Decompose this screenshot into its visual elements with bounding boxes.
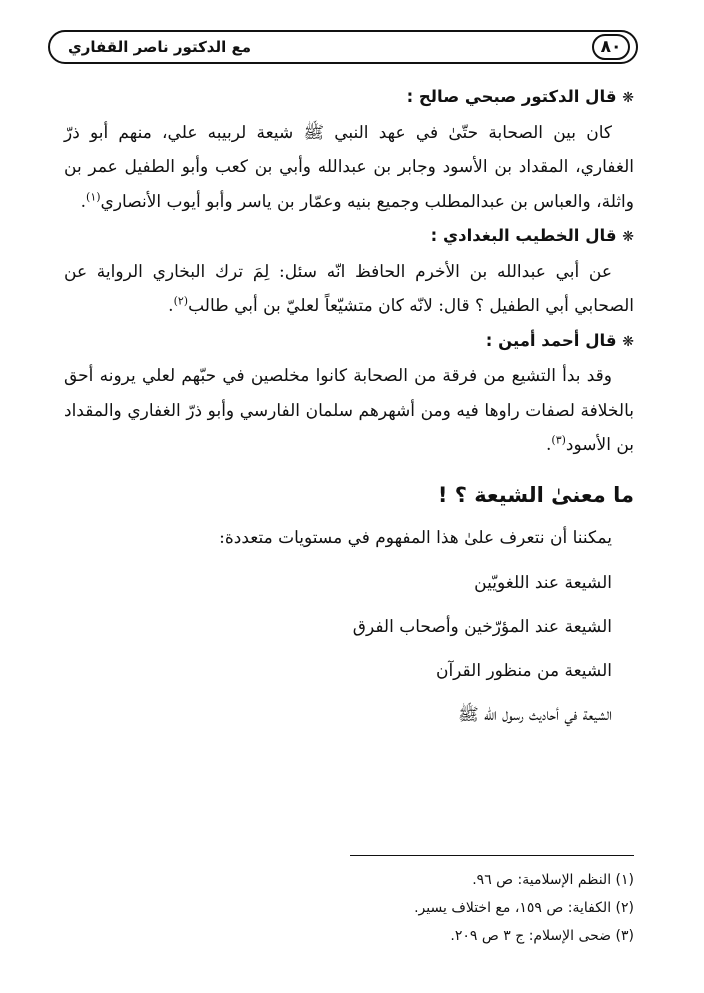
quote-text: وقد بدأ التشيع من فرقة من الصحابة كانوا مخلصين في حبّهم لعلي يرونه أحق بالخلافة لصفات راوها فيه ومن أشهرهم سلمان الفارسي وأبو ذرّ الغفاري والمقداد بن الأسود [64,366,634,455]
asterisk-icon: ❋ [622,90,634,106]
asterisk-icon: ❋ [622,229,634,245]
list-item: الشيعة عند المؤرّخين وأصحاب الفرق [352,617,612,637]
footnote-2: (٢) الكفاية: ص ١٥٩، مع اختلاف يسير. [414,900,634,916]
quote-heading-text: قال الخطيب البغدادي : [430,226,617,245]
section-intro: يمكننا أن نتعرف علىٰ هذا المفهوم في مستويات متعددة: [219,527,612,548]
footnote-ref: (٣) [551,433,566,447]
list-item: الشيعة في أحاديث رسول الله ﷺ [458,705,612,725]
quote-heading-text: قال الدكتور صبحي صالح : [406,87,617,106]
list-item: الشيعة عند اللغويّين [474,573,612,593]
asterisk-icon: ❋ [622,333,634,350]
quote-heading-3 [64,324,634,360]
quote-paragraph-1: كان بين الصحابة حتّىٰ في عهد النبي ﷺ شيعة لربيبه علي، منهم أبو ذرّ الغفاري، المقداد بن الأسود وجابر بن عبدالله وأبي بن كعب وأبو الطفيل عمر بن واثلة، والعباس بن عبدالمطلب وجميع بنيه وعمّار بن ياسر وأبو أيوب الأنصاري$^{(١)}$. [64,122,634,212]
levels-list [64,561,634,737]
page-header [48,30,638,64]
list-item: الشيعة من منظور القرآن [435,661,612,681]
page-body [64,80,634,737]
footnote-divider [350,855,634,856]
quote-paragraph-3: وقد بدأ التشيع من فرقة من الصحابة كانوا مخلصين في حبّهم لعلي يرونه أحق بالخلافة لصفات راوها فيه ومن أشهرهم سلمان الفارسي وأبو ذرّ الغفاري والمقداد بن الأسود$^{(٣)}$. [64,366,634,455]
quote-text: عن أبي عبدالله بن الأخرم الحافظ انّه سئل: لِمَ ترك البخاري الرواية عن الصحابي أبي الطفيل ؟ قال: لانّه كان متشيّعاً لعليّ بن أبي طالب [64,261,634,316]
page-number: ٨٠ [592,34,630,60]
running-title: مع الدكتور ناصر القفاري [68,38,251,56]
quote-heading-1 [64,80,634,116]
quote-heading-2 [64,219,634,255]
quote-text: كان بين الصحابة حتّىٰ في عهد النبي ﷺ شيعة لربيبه علي، منهم أبو ذرّ الغفاري، المقداد بن الأسود وجابر بن عبدالله وأبي بن كعب وأبو الطفيل عمر بن واثلة، والعباس بن عبدالمطلب وجميع بنيه وعمّار بن ياسر وأبو أيوب الأنصاري [64,122,634,212]
quote-paragraph-2: عن أبي عبدالله بن الأخرم الحافظ انّه سئل: لِمَ ترك البخاري الرواية عن الصحابي أبي الطفيل ؟ قال: لانّه كان متشيّعاً لعليّ بن أبي طالب$^{(٢)}$. [64,261,634,316]
quote-heading-text: قال أحمد أمين : [485,330,617,350]
section-title: ما معنىٰ الشيعة ؟ ! [437,482,634,507]
footnote-1: (١) النظم الإسلامية: ص ٩٦. [472,872,634,888]
footnote-ref: (٢) [173,294,189,308]
footnotes [64,866,634,950]
footnote-ref: (١) [86,189,101,203]
footnote-3: (٣) ضحى الإسلام: ج ٣ ص ٢٠٩. [450,928,634,944]
